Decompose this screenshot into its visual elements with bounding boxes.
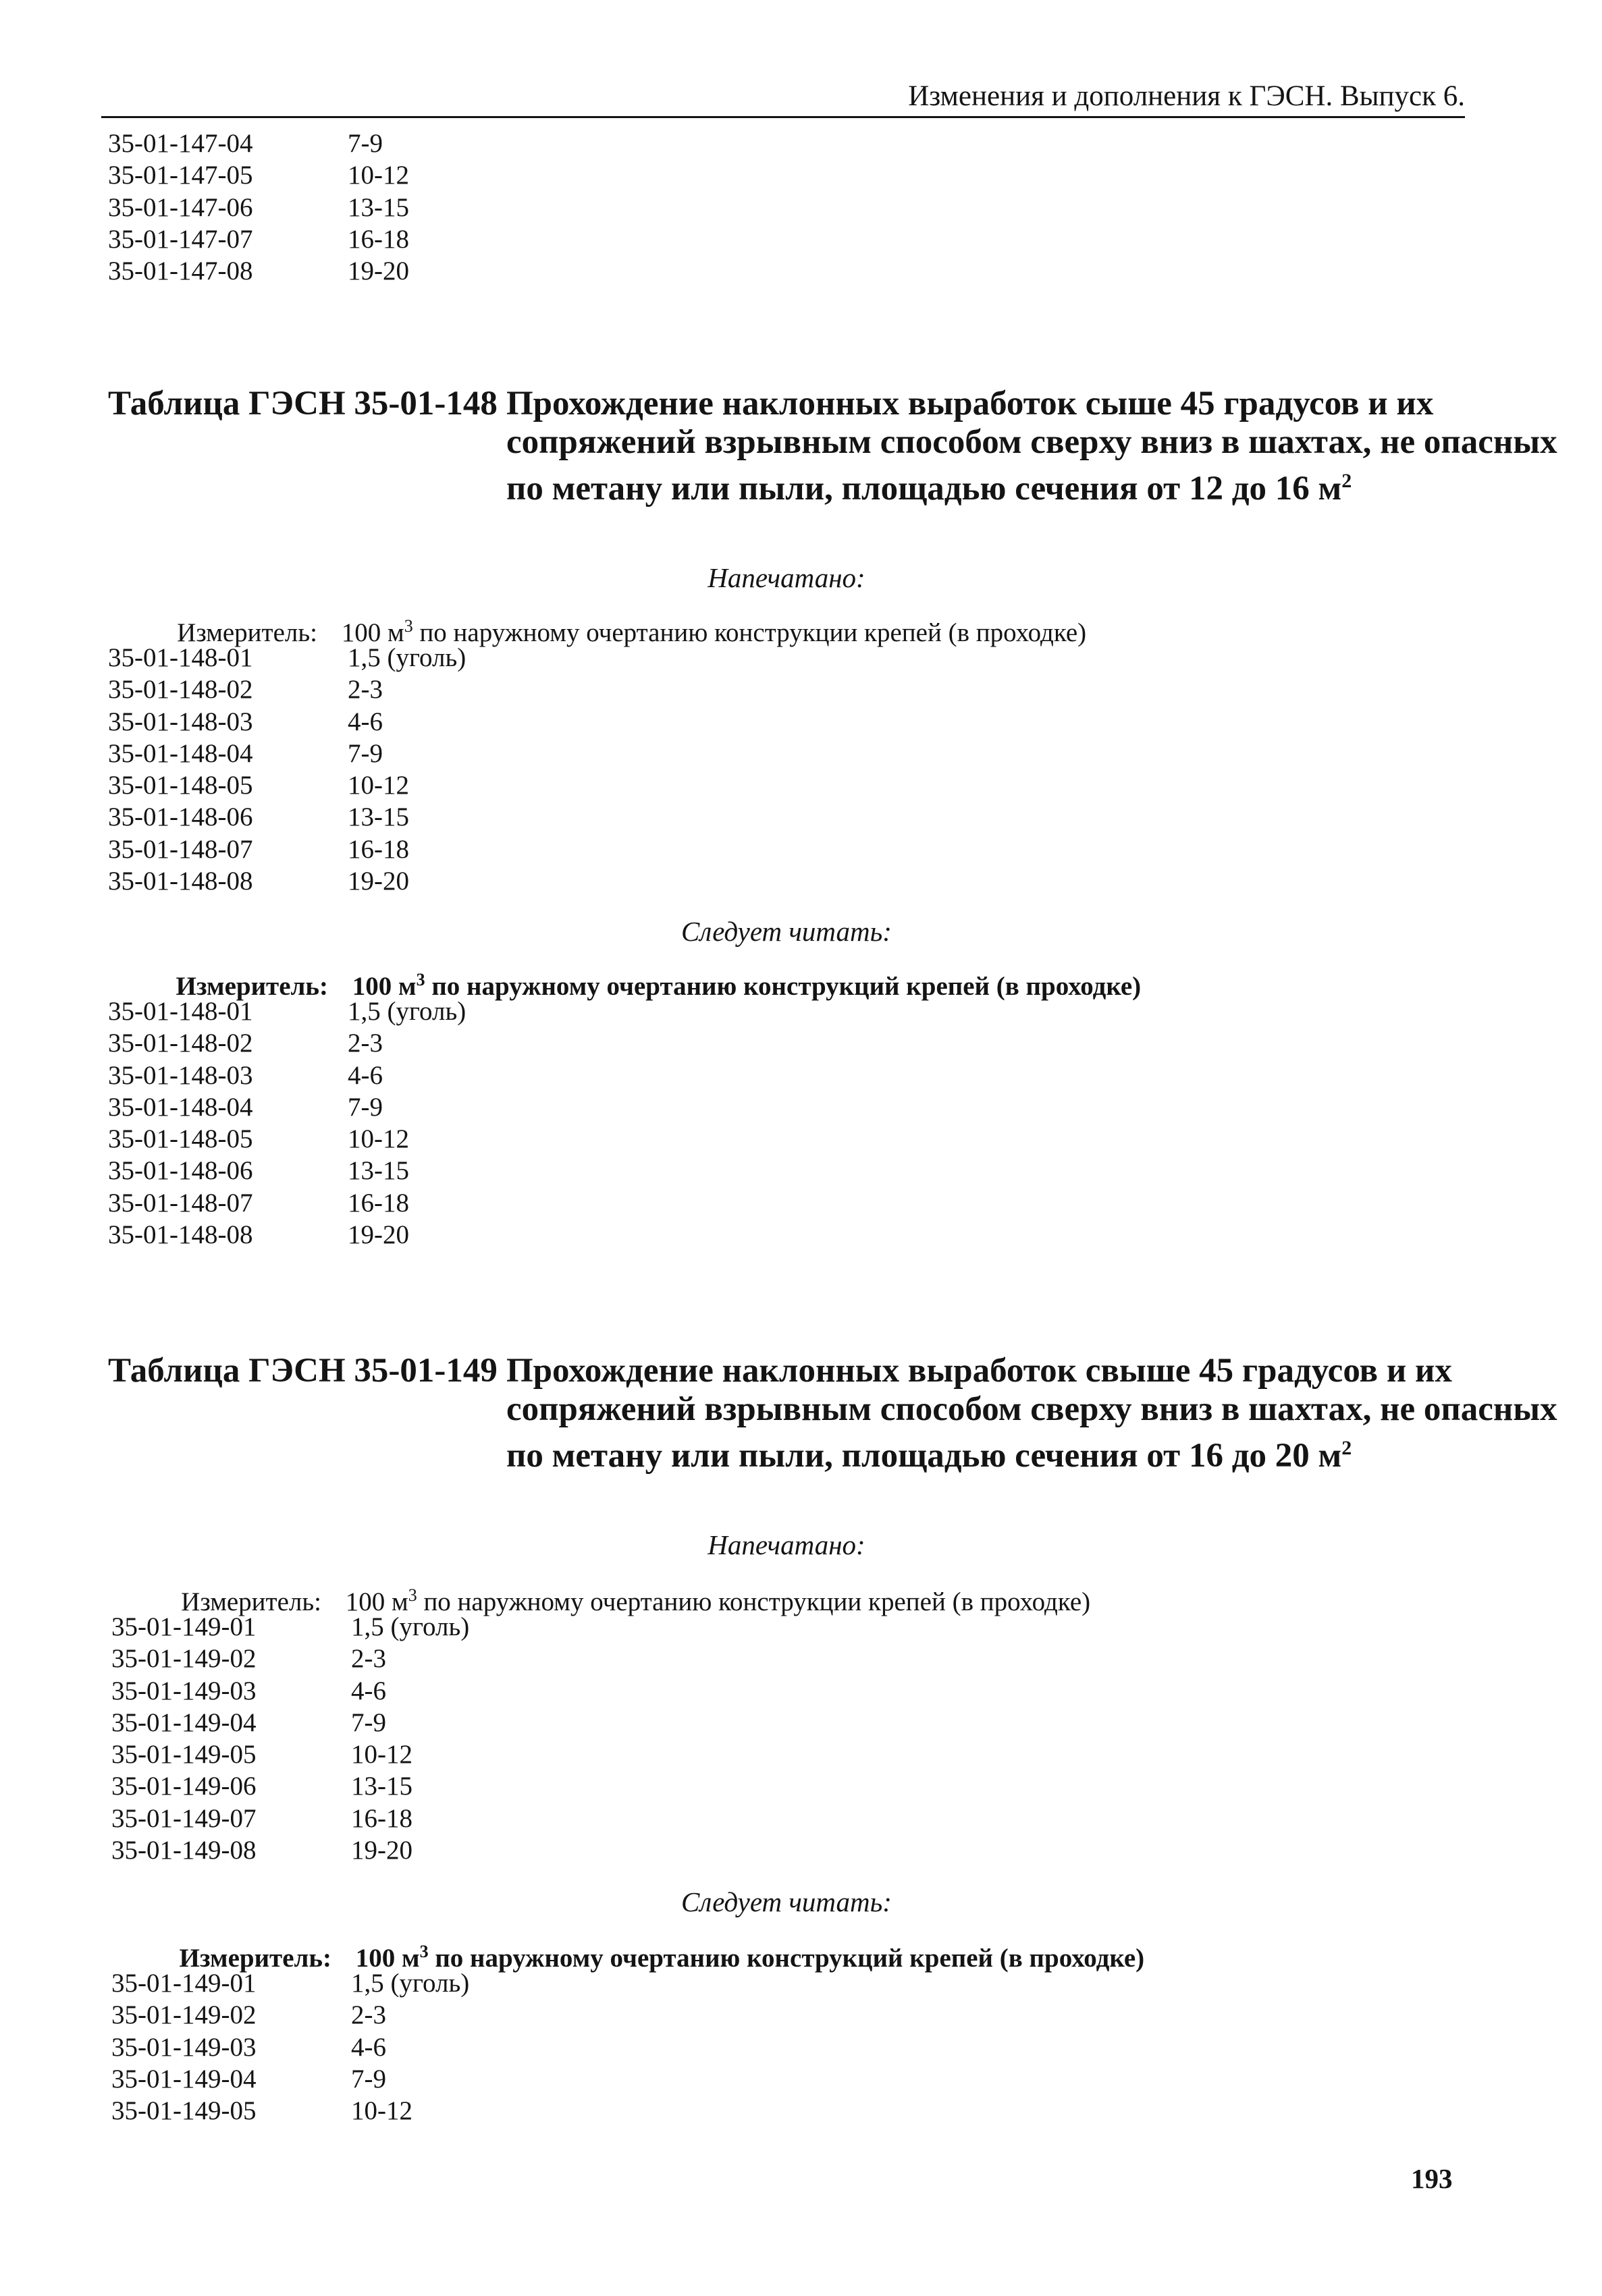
- row-value: 1,5 (уголь): [351, 1969, 470, 1998]
- row-code: 35-01-149-05: [111, 2096, 257, 2126]
- header-rule: [101, 116, 1465, 118]
- row-value: 16-18: [351, 1803, 412, 1833]
- continuation-rows: [108, 128, 409, 287]
- row-code: 35-01-149-02: [111, 2000, 257, 2030]
- table-row: [108, 159, 409, 191]
- table-row: [111, 1707, 469, 1739]
- row-value: 2-3: [348, 1029, 383, 1058]
- row-code: 35-01-148-06: [108, 1156, 253, 1186]
- table-row: [108, 255, 409, 287]
- table-row: [108, 1123, 466, 1155]
- row-value: 7-9: [348, 738, 383, 768]
- row-value: 4-6: [348, 707, 383, 736]
- table-row: [111, 1675, 469, 1707]
- row-code: 35-01-149-01: [111, 1612, 257, 1641]
- measure-text: 100 $м^3$ по наружному очертанию конструкций крепей (в проходке): [352, 970, 1142, 1001]
- row-value: 19-20: [348, 1220, 409, 1250]
- row-code: 35-01-148-03: [108, 1060, 253, 1090]
- table-row: [108, 192, 409, 223]
- table-row: [111, 2031, 469, 2063]
- row-code: 35-01-147-08: [108, 256, 253, 286]
- table-row: [111, 1611, 469, 1643]
- table-row: [108, 642, 466, 674]
- row-code: 35-01-148-07: [108, 834, 253, 864]
- table-row: [111, 1643, 469, 1674]
- measure-text: 100 $м^3$ по наружному очертанию конструкций крепей (в проходке): [355, 1942, 1145, 1973]
- row-value: 10-12: [348, 771, 409, 800]
- table-row: [108, 995, 466, 1027]
- row-code: 35-01-149-08: [111, 1836, 257, 1865]
- row-code: 35-01-147-06: [108, 192, 253, 222]
- row-code: 35-01-148-03: [108, 707, 253, 736]
- row-value: 16-18: [348, 1188, 409, 1218]
- row-code: 35-01-147-05: [108, 161, 253, 190]
- row-value: 13-15: [351, 1772, 412, 1801]
- title-superscript: 2: [1341, 470, 1352, 492]
- table-149-printed-heading: Напечатано:: [707, 1529, 865, 1560]
- table-row: [108, 865, 466, 897]
- measure-label: Измеритель:: [176, 972, 328, 1001]
- table-row: [111, 1739, 469, 1770]
- row-value: 10-12: [348, 161, 409, 190]
- row-value: 13-15: [348, 802, 409, 832]
- row-value: 4-6: [348, 1060, 383, 1090]
- row-value: 2-3: [348, 675, 383, 705]
- table-row: [111, 1803, 469, 1834]
- row-code: 35-01-148-07: [108, 1188, 253, 1218]
- row-value: 16-18: [348, 834, 409, 864]
- table-row: [108, 801, 466, 833]
- table-149-label: Таблица ГЭСН 35-01-149: [108, 1352, 498, 1390]
- row-code: 35-01-148-04: [108, 1092, 253, 1122]
- row-value: 10-12: [348, 1124, 409, 1154]
- row-code: 35-01-147-07: [108, 224, 253, 254]
- row-value: 10-12: [351, 1740, 412, 1770]
- row-value: 10-12: [351, 2096, 412, 2126]
- measure-label: Измеритель:: [179, 1944, 331, 1973]
- measure-label: Измеритель:: [181, 1587, 321, 1616]
- row-code: 35-01-148-06: [108, 802, 253, 832]
- row-code: 35-01-148-05: [108, 1124, 253, 1154]
- row-value: 7-9: [348, 129, 383, 158]
- table-row: [108, 223, 409, 255]
- row-value: 2-3: [351, 2000, 386, 2030]
- row-code: 35-01-149-03: [111, 1676, 257, 1705]
- table-149-printed-rows: [111, 1611, 469, 1866]
- table-row: [111, 2095, 469, 2127]
- table-148-label: Таблица ГЭСН 35-01-148: [108, 385, 498, 422]
- row-code: 35-01-149-01: [111, 1969, 257, 1998]
- table-row: [108, 769, 466, 801]
- table-row: [111, 1999, 469, 2031]
- page-number: 193: [1411, 2163, 1453, 2194]
- row-value: 19-20: [351, 1836, 412, 1865]
- row-value: 2-3: [351, 1644, 386, 1674]
- table-148-title: Прохождение наклонных выработок сыше 45 градусов и их сопряжений взрывным способом сверху вниз в шахтах, не опасных по метану или пыли, площадью сечения от 12 до 16 $м^2$: [506, 385, 1557, 508]
- row-code: 35-01-148-08: [108, 867, 253, 896]
- row-value: 4-6: [351, 1676, 386, 1705]
- row-value: 1,5 (уголь): [348, 643, 466, 672]
- row-value: 7-9: [351, 1707, 386, 1737]
- table-row: [111, 1967, 469, 1999]
- table-148-printed-rows: [108, 642, 466, 897]
- table-148-printed-heading: Напечатано:: [707, 562, 865, 593]
- row-code: 35-01-149-02: [111, 1644, 257, 1674]
- row-value: 16-18: [348, 224, 409, 254]
- table-row: [111, 2063, 469, 2095]
- row-value: 7-9: [351, 2064, 386, 2094]
- row-value: 19-20: [348, 867, 409, 896]
- table-row: [108, 833, 466, 865]
- row-value: 13-15: [348, 192, 409, 222]
- table-row: [108, 706, 466, 738]
- measure-text: 100 $м^3$ по наружному очертанию конструкции крепей (в проходке): [341, 616, 1087, 647]
- row-code: 35-01-147-04: [108, 129, 253, 158]
- table-row: [108, 738, 466, 769]
- row-value: 1,5 (уголь): [351, 1612, 470, 1641]
- table-row: [111, 1770, 469, 1802]
- row-code: 35-01-149-04: [111, 2064, 257, 2094]
- row-code: 35-01-149-07: [111, 1803, 257, 1833]
- row-code: 35-01-148-02: [108, 675, 253, 705]
- row-code: 35-01-148-01: [108, 997, 253, 1026]
- table-row: [108, 1060, 466, 1091]
- table-148-corrected-rows: [108, 995, 466, 1251]
- table-148-corrected-heading: Следует читать:: [681, 916, 892, 947]
- row-value: 1,5 (уголь): [348, 997, 466, 1026]
- table-row: [108, 1219, 466, 1251]
- table-row: [108, 1027, 466, 1059]
- row-code: 35-01-148-04: [108, 738, 253, 768]
- row-code: 35-01-148-01: [108, 643, 253, 672]
- table-row: [108, 1155, 466, 1186]
- table-row: [108, 1091, 466, 1123]
- measure-text: 100 $м^3$ по наружному очертанию конструкции крепей (в проходке): [345, 1585, 1091, 1616]
- row-code: 35-01-148-05: [108, 771, 253, 800]
- measure-label: Измеритель:: [177, 618, 317, 647]
- row-value: 19-20: [348, 256, 409, 286]
- row-value: 13-15: [348, 1156, 409, 1186]
- title-superscript: 2: [1341, 1437, 1352, 1459]
- table-row: [108, 1187, 466, 1219]
- row-code: 35-01-148-02: [108, 1029, 253, 1058]
- row-value: 4-6: [351, 2032, 386, 2062]
- table-149-corrected-rows: [111, 1967, 469, 2127]
- row-code: 35-01-148-08: [108, 1220, 253, 1250]
- row-code: 35-01-149-06: [111, 1772, 257, 1801]
- table-row: [108, 128, 409, 159]
- table-row: [111, 1834, 469, 1866]
- row-code: 35-01-149-05: [111, 1740, 257, 1770]
- running-header: Изменения и дополнения к ГЭСН. Выпуск 6.: [908, 80, 1465, 112]
- row-code: 35-01-149-03: [111, 2032, 257, 2062]
- row-value: 7-9: [348, 1092, 383, 1122]
- row-code: 35-01-149-04: [111, 1707, 257, 1737]
- table-149-corrected-heading: Следует читать:: [681, 1886, 892, 1917]
- table-149-title: Прохождение наклонных выработок свыше 45 градусов и их сопряжений взрывным способом сверху вниз в шахтах, не опасных по метану или пыли, площадью сечения от 16 до 20 $м^2$: [506, 1352, 1557, 1475]
- table-row: [108, 674, 466, 705]
